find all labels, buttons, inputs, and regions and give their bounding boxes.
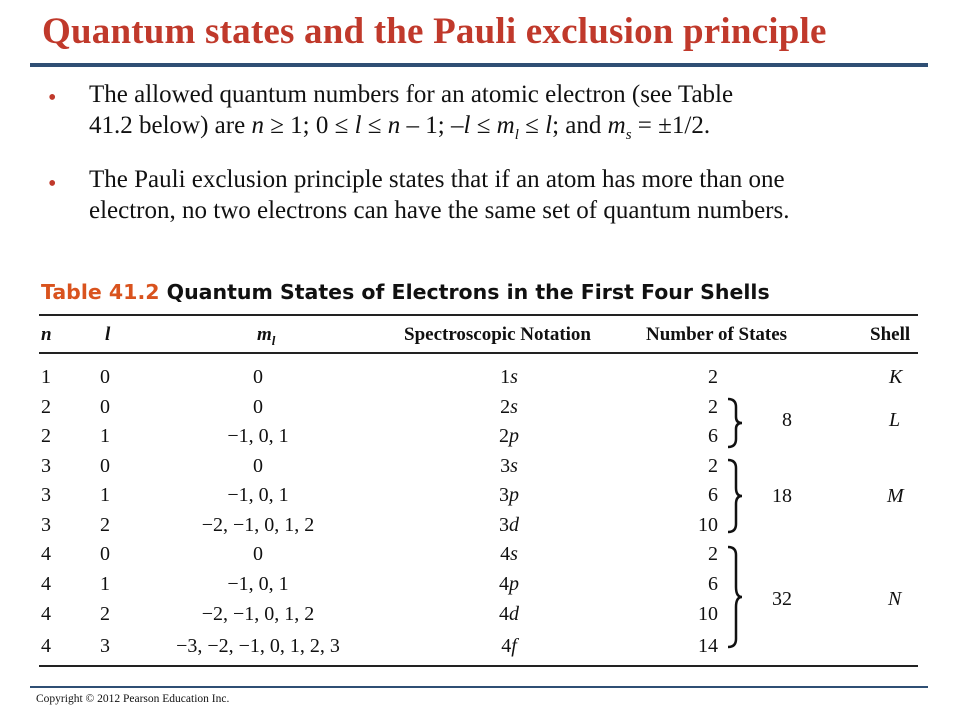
cell-l: 0 [100,396,110,418]
cell-l: 0 [100,366,110,388]
footer-divider [30,686,928,688]
brace-M [728,460,742,532]
bullet-line: 41.2 below) are n ≥ 1; 0 ≤ l ≤ n – 1; $-l \le m_l \le l$; and $m_s = \pm 1/2$. [89,112,711,143]
bullet-marker: • [48,171,57,197]
header-number-of-states: Number of States [646,324,788,345]
cell-l: 1 [100,425,110,447]
cell-l: 1 [100,573,110,595]
slide-title: Quantum states and the Pauli exclusion principle [42,11,827,52]
cell-n: 2 [41,425,51,447]
cell-n: 2 [41,396,51,418]
header-n: n [41,324,52,345]
shell-L-total: 8 [782,409,792,431]
cell-l: 0 [100,455,110,477]
cell-n: 3 [41,514,51,536]
header-spectroscopic-notation: Spectroscopic Notation [404,324,591,345]
table-title: Quantum States of Electrons in the First Four Shells [166,280,770,304]
header-l: l [105,324,111,345]
cell-n: 4 [41,573,51,595]
cell-n: 4 [41,543,51,565]
header-shell: Shell [870,324,911,345]
cell-l: 2 [100,514,110,536]
cell-l: 3 [100,635,110,657]
shell-M: M [887,485,904,507]
cell-l: 0 [100,543,110,565]
cell-n: 3 [41,484,51,506]
cell-n: 4 [41,603,51,625]
cell-n: 3 [41,455,51,477]
shell-L: L [889,409,901,431]
bullet-pauli-principle: The Pauli exclusion principle states that if an atom has more than one electron, no two electrons can have the same set of quantum numbers. [89,166,790,224]
shell-N-total: 32 [772,588,792,610]
copyright: Copyright © 2012 Pearson Education Inc. [36,693,230,705]
brace-N [728,547,742,647]
cell-l: 2 [100,603,110,625]
table-number: Table 41.2 [41,280,160,304]
bullet-marker: • [48,85,57,111]
table-bottom-rule [39,665,918,667]
bullet-line: The allowed quantum numbers for an atomic electron (see Table [89,81,734,108]
cell-n: 4 [41,635,51,657]
header-ml: $m_l$ [257,324,276,348]
shell-K: K [889,366,903,388]
brace-L [728,399,742,447]
cell-l: 1 [100,484,110,506]
shell-M-total: 18 [772,485,792,507]
shell-N: N [888,588,902,610]
cell-n: 1 [41,366,51,388]
